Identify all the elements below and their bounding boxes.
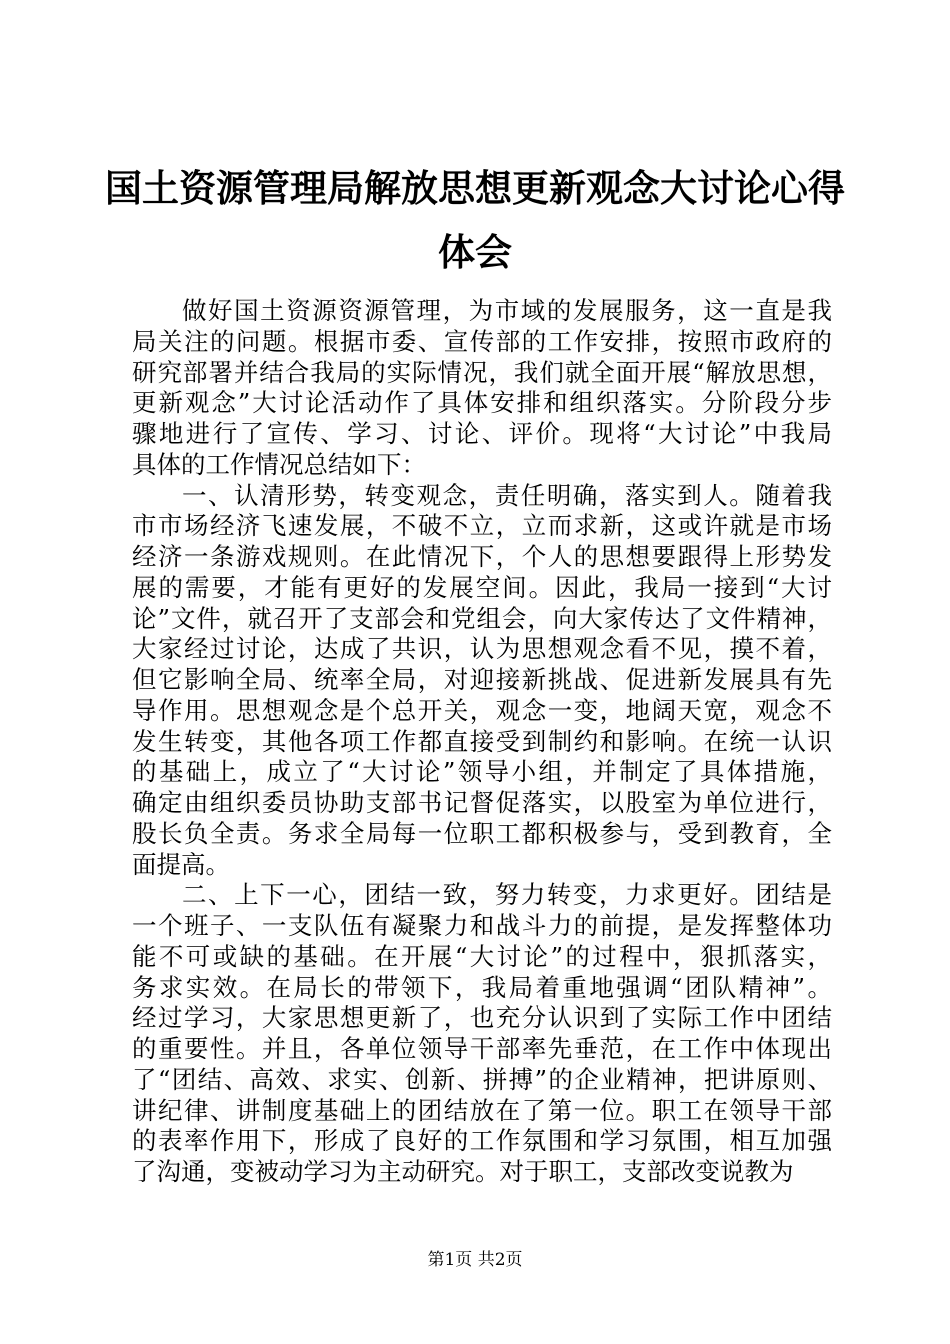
paragraph-2-line-5: 论”文件，就召开了支部会和党组会，向大家传达了文件精神，	[132, 603, 832, 633]
paragraph-2-line-3: 经济一条游戏规则。在此情况下，个人的思想要跟得上形势发	[132, 542, 832, 571]
paragraph-2-line-13: 面提高。	[132, 849, 230, 879]
paragraph-2-line-6: 大家经过讨论，达成了共识，认为思想观念看不见，摸不着，	[132, 634, 832, 664]
paragraph-1-line-5: 骤地进行了宣传、学习、讨论、评价。现将“大讨论”中我局	[132, 419, 832, 448]
paragraph-1-line-4: 更新观念”大讨论活动作了具体安排和组织落实。分阶段分步	[132, 388, 832, 418]
paragraph-3-line-4: 务求实效。在局长的带领下，我局着重地强调“团队精神”。	[132, 972, 832, 1002]
paragraph-2-line-8: 导作用。思想观念是个总开关，观念一变，地阔天宽，观念不	[132, 695, 832, 725]
document-title-line-2: 体会	[438, 230, 512, 274]
paragraph-1-line-6: 具体的工作情况总结如下：	[132, 449, 426, 479]
paragraph-2-line-9: 发生转变，其他各项工作都直接受到制约和影响。在统一认识	[132, 726, 832, 756]
paragraph-1-line-3: 研究部署并结合我局的实际情况，我们就全面开展“解放思想，	[132, 357, 832, 387]
paragraph-2-line-7: 但它影响全局、统率全局，对迎接新挑战、促进新发展具有先	[132, 665, 832, 694]
paragraph-2-line-12: 股长负全责。务求全局每一位职工都积极参与，受到教育，全	[132, 818, 832, 848]
paragraph-3-line-3: 能不可或缺的基础。在开展“大讨论”的过程中，狠抓落实，	[132, 941, 832, 971]
paragraph-3-line-7: 了“团结、高效、求实、创新、拼搏”的企业精神，把讲原则、	[132, 1064, 832, 1094]
paragraph-2-line-11: 确定由组织委员协助支部书记督促落实，以股室为单位进行，	[132, 788, 832, 817]
paragraph-2-line-4: 展的需要，才能有更好的发展空间。因此，我局一接到“大讨	[132, 572, 832, 602]
paragraph-3-line-2: 一个班子、一支队伍有凝聚力和战斗力的前提，是发挥整体功	[132, 911, 832, 940]
paragraph-3-line-9: 的表率作用下，形成了良好的工作氛围和学习氛围，相互加强	[132, 1126, 832, 1156]
paragraph-1-line-1: 做好国土资源资源管理，为市域的发展服务，这一直是我	[182, 296, 832, 325]
paragraph-3-line-1: 二、上下一心，团结一致，努力转变，力求更好。团结是	[182, 880, 832, 910]
page-number-footer: 第1页 共2页	[427, 1250, 523, 1270]
paragraph-2-line-10: 的基础上，成立了“大讨论”领导小组，并制定了具体措施，	[132, 757, 832, 787]
paragraph-2-line-1: 一、认清形势，转变观念，责任明确，落实到人。随着我	[182, 480, 832, 510]
paragraph-1-line-2: 局关注的问题。根据市委、宣传部的工作安排，按照市政府的	[132, 326, 832, 356]
document-title-line-1: 国土资源管理局解放思想更新观念大讨论心得	[105, 166, 845, 210]
paragraph-3-line-5: 经过学习，大家思想更新了，也充分认识到了实际工作中团结	[132, 1003, 832, 1033]
paragraph-3-line-8: 讲纪律、讲制度基础上的团结放在了第一位。职工在领导干部	[132, 1095, 832, 1125]
paragraph-3-line-10: 了沟通，变被动学习为主动研究。对于职工，支部改变说教为	[132, 1157, 794, 1186]
paragraph-2-line-2: 市市场经济飞速发展，不破不立，立而求新，这或许就是市场	[132, 511, 832, 541]
paragraph-3-line-6: 的重要性。并且，各单位领导干部率先垂范，在工作中体现出	[132, 1034, 832, 1063]
